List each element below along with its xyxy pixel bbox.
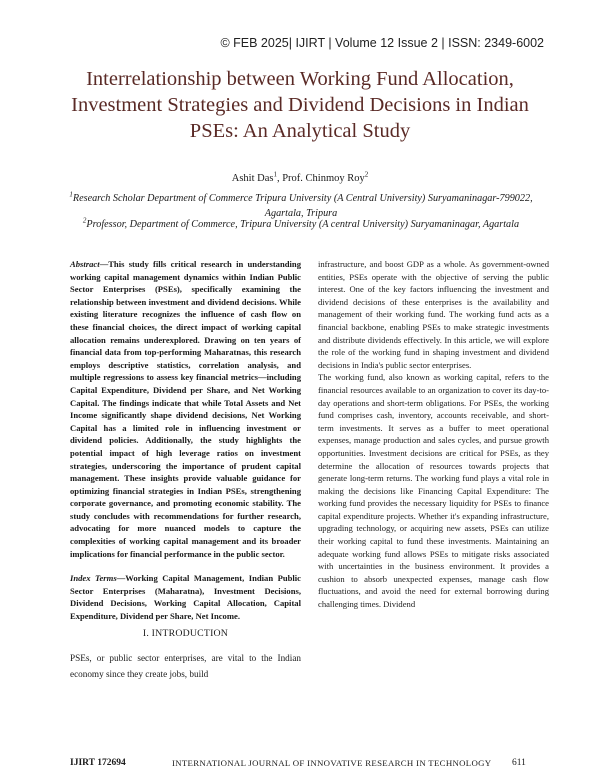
abstract-label: Abstract — [70, 259, 100, 269]
index-terms — [70, 572, 301, 622]
affiliation-2 — [66, 217, 536, 232]
paper-title: Interrelationship between Working Fund Allocation, Investment Strategies and Dividend Decisions in Indian PSEs: An Analytical Study — [71, 68, 529, 142]
index-terms-label: Index Terms — [70, 573, 117, 584]
abstract-text: —This study fills critical research in understanding working capital management dynamics within Indian Public Sector Enterprises (PSEs), specifically examining the relationship between investment and dividend decisions. While existing literature recognizes the influence of cash flow on these financial choices, the direct impact of working capital allocation remains underexplored. Drawing on ten years of financial data from top-performing Maharatnas, this research employs descriptive statistics, correlation analysis, and multiple regressions to assess key financial metrics—including Capital Expenditure, Dividend per Share, and Net Working Capital. The findings indicate that while Total Assets and Net Income significantly shape dividend decisions, Net Working Capital has a limited role in influencing investment or dividend policies. Additionally, the study highlights the potential impact of high leverage ratios on investment strategies, underscoring the importance of prudent capital management. These insights provide valuable guidance for optimizing financial strategies in Indian PSEs, strengthening corporate governance, and promoting economic stability. The study concludes with recommendations for further research, advocating for more nuanced models to capture the complexities of working capital management and its broader implications for financial performance in the public sector. — [70, 259, 301, 559]
affiliation-2-text: Professor, Department of Commerce, Tripura University (A central University) Suryamaninagar, Agartala — [86, 219, 520, 230]
abstract — [70, 258, 301, 560]
footer-journal-name: INTERNATIONAL JOURNAL OF INNOVATIVE RESEARCH IN TECHNOLOGY — [172, 758, 492, 768]
author-2-sup: 2 — [364, 170, 369, 179]
right-column — [318, 258, 549, 611]
page-number: 611 — [512, 758, 526, 768]
author-1-sup: 1 — [273, 170, 277, 179]
author-line — [0, 170, 600, 184]
body-paragraph-2: The working fund, also known as working capital, refers to the financial resources available to an organization to cover its day-to-day operations and short-term obligations. For PSEs, the working fund comprises cash, inventory, accounts receivable, and short-term investments. It serves as a buffer to meet operational expenses, manage production and sales cycles, and pursue growth opportunities. Investment decisions are critical for PSEs, as they determine the allocation of resources towards projects that generate long-term returns. The working fund plays a vital role in making the decisions like Financing Capital Expenditure: The working fund provides the necessary liquidity for PSEs to finance capital expenditure projects. Whether it's expanding infrastructure, upgrading technology, or acquiring new assets, PSEs can utilize their working capital to fund these investments. Maintaining an adequate working fund allows PSEs to mitigate risks associated with uncertainties in the business environment. It provides a cushion to absorb unexpected expenses, manage cash flow fluctuations, and avoid the need for external borrowing during challenging times. Dividend — [318, 372, 549, 610]
author-separator: , — [276, 173, 283, 184]
body-paragraph-1: infrastructure, and boost GDP as a whole. As government-owned entities, PSEs operate with the objective of serving the public interest. One of the key factors influencing the investment and dividend decisions of these enterprises is the availability and management of their working fund. The working fund acts as a financial backbone, enabling PSEs to make strategic investments and distribute dividends effectively. In this article, we will explore the role of the working fund in shaping investment and dividend decisions in India's public sector enterprises. — [318, 259, 549, 370]
left-column — [70, 258, 301, 682]
introduction-text: PSEs, or public sector enterprises, are vital to the Indian economy since they create jobs, build — [70, 653, 301, 680]
author-1: Ashit Das — [231, 173, 274, 184]
footer-journal-id: IJIRT 172694 — [70, 758, 126, 768]
index-terms-text: —Working Capital Management, Indian Public Sector Enterprises (Maharatna), Investment Decisions, Dividend Decisions, Working Capital Allocation, Capital Expenditure, Dividend per Share, Net Income. — [70, 573, 301, 622]
affiliation-2-sup: 2 — [82, 216, 87, 225]
author-2: Prof. Chinmoy Roy — [282, 173, 365, 184]
journal-header: © FEB 2025| IJIRT | Volume 12 Issue 2 | ISSN: 2349-6002 — [220, 36, 544, 50]
affiliation-1-text: Research Scholar Department of Commerce Tripura University (A Central University) Suryamaninagar-799022, Agartala, Tripura — [72, 193, 533, 219]
affiliation-1-sup: 1 — [69, 190, 73, 199]
introduction-heading: I. INTRODUCTION — [142, 627, 229, 639]
